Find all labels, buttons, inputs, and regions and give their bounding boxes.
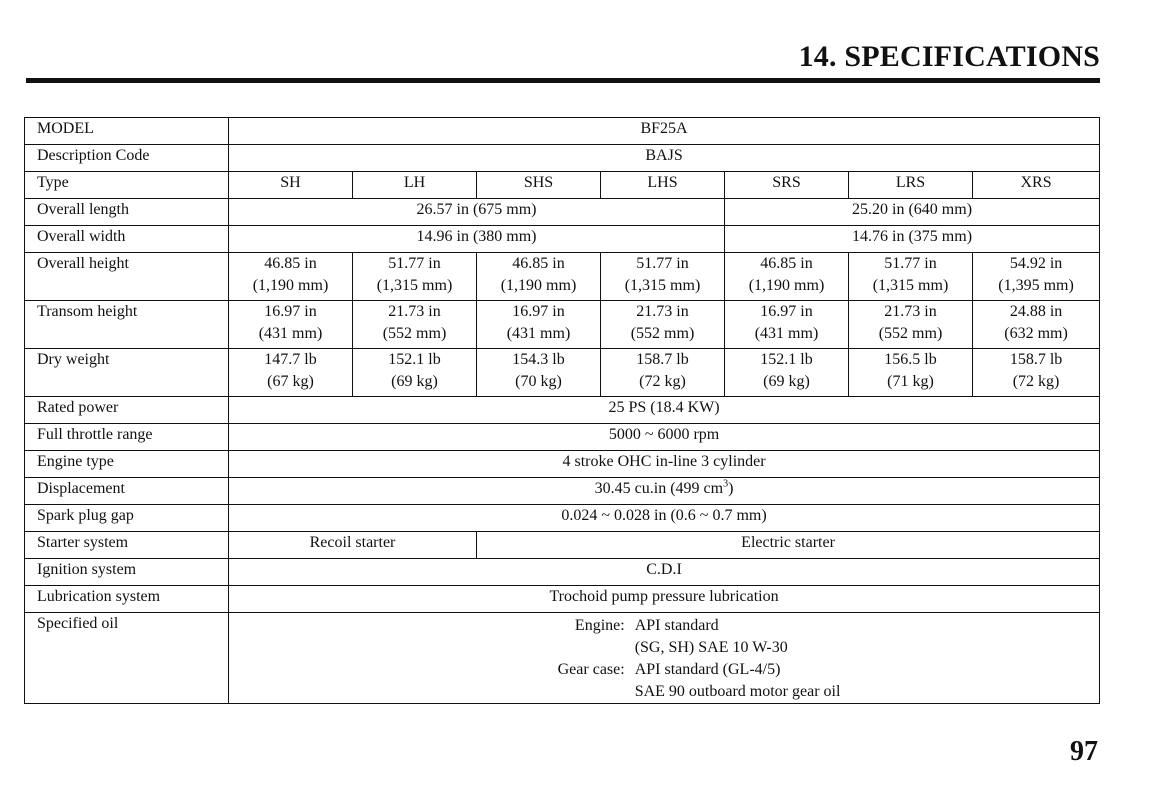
starter-system-b: Electric starter [477, 532, 1100, 559]
transom-height-cell [849, 301, 973, 349]
transom-height-cell [973, 301, 1100, 349]
value-line: (67 kg) [267, 373, 314, 390]
oil-engine-line1: API standard [634, 617, 719, 634]
oil-spec-grid [488, 615, 841, 703]
dry-weight-cell [477, 349, 601, 397]
value-line: (1,315 mm) [624, 277, 701, 294]
transom-height-cell [601, 301, 725, 349]
row-label: Dry weight [25, 349, 229, 397]
value-line: 24.88 in [1009, 303, 1063, 320]
value-line: 16.97 in [512, 303, 565, 320]
value-line: 147.7 lb [264, 351, 317, 368]
value-line: 21.73 in [636, 303, 689, 320]
value-line: 21.73 in [388, 303, 441, 320]
description-code-value: BAJS [229, 145, 1100, 172]
type-cell: SRS [725, 172, 849, 199]
value-line: (1,190 mm) [500, 277, 577, 294]
header-rule [26, 78, 1100, 83]
value-line: (431 mm) [258, 325, 323, 342]
value-line: (1,315 mm) [872, 277, 949, 294]
specifications-table [24, 117, 1100, 704]
row-label: Overall height [25, 253, 229, 301]
ignition-system-value: C.D.I [229, 559, 1100, 586]
overall-height-cell [353, 253, 477, 301]
value-line: 21.73 in [884, 303, 937, 320]
starter-system-a: Recoil starter [229, 532, 477, 559]
value-line: (1,315 mm) [376, 277, 453, 294]
row-label: Lubrication system [25, 586, 229, 613]
value-line: (552 mm) [382, 325, 447, 342]
transom-height-cell [477, 301, 601, 349]
oil-spacer [558, 637, 625, 659]
type-cell: LRS [849, 172, 973, 199]
value-line: (69 kg) [763, 373, 810, 390]
value-line: (71 kg) [887, 373, 934, 390]
lubrication-system-value: Trochoid pump pressure lubrication [229, 586, 1100, 613]
rated-power-value: 25 PS (18.4 KW) [229, 397, 1100, 424]
transom-height-cell [353, 301, 477, 349]
row-spark-plug-gap [25, 505, 1100, 532]
overall-height-cell [477, 253, 601, 301]
value-line: (431 mm) [754, 325, 819, 342]
overall-height-cell [725, 253, 849, 301]
type-cell: LHS [601, 172, 725, 199]
overall-height-cell [229, 253, 353, 301]
overall-height-cell [601, 253, 725, 301]
row-description-code [25, 145, 1100, 172]
type-cell: SHS [477, 172, 601, 199]
value-line: (1,190 mm) [748, 277, 825, 294]
row-label: MODEL [25, 118, 229, 145]
row-label: Specified oil [25, 613, 229, 704]
row-rated-power [25, 397, 1100, 424]
value-line: (632 mm) [1004, 325, 1068, 342]
row-label: Type [25, 172, 229, 199]
row-dry-weight [25, 349, 1100, 397]
full-throttle-range-value: 5000 ~ 6000 rpm [229, 424, 1100, 451]
overall-width-b: 14.76 in (375 mm) [725, 226, 1100, 253]
value-line: 152.1 lb [760, 351, 813, 368]
row-overall-height [25, 253, 1100, 301]
spark-plug-gap-value: 0.024 ~ 0.028 in (0.6 ~ 0.7 mm) [229, 505, 1100, 532]
dry-weight-cell [229, 349, 353, 397]
page-title: 14. SPECIFICATIONS [798, 40, 1100, 73]
row-label: Full throttle range [25, 424, 229, 451]
value-line: 158.7 lb [1009, 351, 1063, 368]
model-value: BF25A [229, 118, 1100, 145]
value-line: (69 kg) [391, 373, 438, 390]
value-line: 154.3 lb [512, 351, 565, 368]
dry-weight-cell [725, 349, 849, 397]
specified-oil-value [229, 613, 1100, 704]
value-line: (72 kg) [639, 373, 686, 390]
oil-engine-line2: (SG, SH) SAE 10 W-30 [634, 639, 788, 656]
value-line: (70 kg) [515, 373, 562, 390]
row-model [25, 118, 1100, 145]
value-line: (552 mm) [630, 325, 695, 342]
type-cell: SH [229, 172, 353, 199]
value-line: 156.5 lb [884, 351, 937, 368]
value-line: 46.85 in [512, 255, 565, 272]
row-transom-height [25, 301, 1100, 349]
oil-gear-key: Gear case: [557, 661, 625, 678]
dry-weight-cell [973, 349, 1100, 397]
engine-type-value: 4 stroke OHC in-line 3 cylinder [229, 451, 1100, 478]
row-full-throttle-range [25, 424, 1100, 451]
value-line: 16.97 in [760, 303, 813, 320]
displacement-end: ) [728, 480, 734, 497]
overall-height-cell [849, 253, 973, 301]
page-number: 97 [1070, 736, 1098, 767]
row-label: Overall width [25, 226, 229, 253]
row-label: Rated power [25, 397, 229, 424]
value-line: (72 kg) [1012, 373, 1060, 390]
oil-gear-line2: SAE 90 outboard motor gear oil [634, 683, 841, 700]
oil-engine-key: Engine: [574, 617, 625, 634]
value-line: 16.97 in [264, 303, 317, 320]
oil-spacer [558, 681, 625, 703]
displacement-value [229, 478, 1100, 505]
value-line: 51.77 in [884, 255, 937, 272]
row-engine-type [25, 451, 1100, 478]
dry-weight-cell [601, 349, 725, 397]
value-line: 51.77 in [636, 255, 689, 272]
row-label: Overall length [25, 199, 229, 226]
value-line: 152.1 lb [388, 351, 441, 368]
overall-width-a: 14.96 in (380 mm) [229, 226, 725, 253]
row-starter-system [25, 532, 1100, 559]
row-lubrication-system [25, 586, 1100, 613]
row-label: Transom height [25, 301, 229, 349]
value-line: (1,190 mm) [252, 277, 329, 294]
type-cell: LH [353, 172, 477, 199]
row-label: Description Code [25, 145, 229, 172]
value-line: 46.85 in [760, 255, 813, 272]
displacement-main: 30.45 cu.in (499 cm [594, 480, 724, 497]
type-cell: XRS [973, 172, 1100, 199]
row-overall-width [25, 226, 1100, 253]
row-label: Starter system [25, 532, 229, 559]
value-line: 54.92 in [1009, 255, 1063, 272]
row-overall-length [25, 199, 1100, 226]
overall-height-cell [973, 253, 1100, 301]
overall-length-b: 25.20 in (640 mm) [725, 199, 1100, 226]
value-line: (431 mm) [506, 325, 571, 342]
value-line: 51.77 in [388, 255, 441, 272]
value-line: (552 mm) [878, 325, 943, 342]
row-displacement [25, 478, 1100, 505]
row-specified-oil [25, 613, 1100, 704]
row-label: Displacement [25, 478, 229, 505]
value-line: 46.85 in [264, 255, 317, 272]
oil-gear-line1: API standard (GL-4/5) [634, 661, 781, 678]
row-ignition-system [25, 559, 1100, 586]
value-line: 158.7 lb [636, 351, 689, 368]
row-label: Spark plug gap [25, 505, 229, 532]
row-label: Ignition system [25, 559, 229, 586]
displacement-superscript: 3 [723, 478, 729, 490]
transom-height-cell [725, 301, 849, 349]
overall-length-a: 26.57 in (675 mm) [229, 199, 725, 226]
value-line: (1,395 mm) [998, 277, 1074, 294]
row-label: Engine type [25, 451, 229, 478]
row-type [25, 172, 1100, 199]
transom-height-cell [229, 301, 353, 349]
dry-weight-cell [353, 349, 477, 397]
dry-weight-cell [849, 349, 973, 397]
